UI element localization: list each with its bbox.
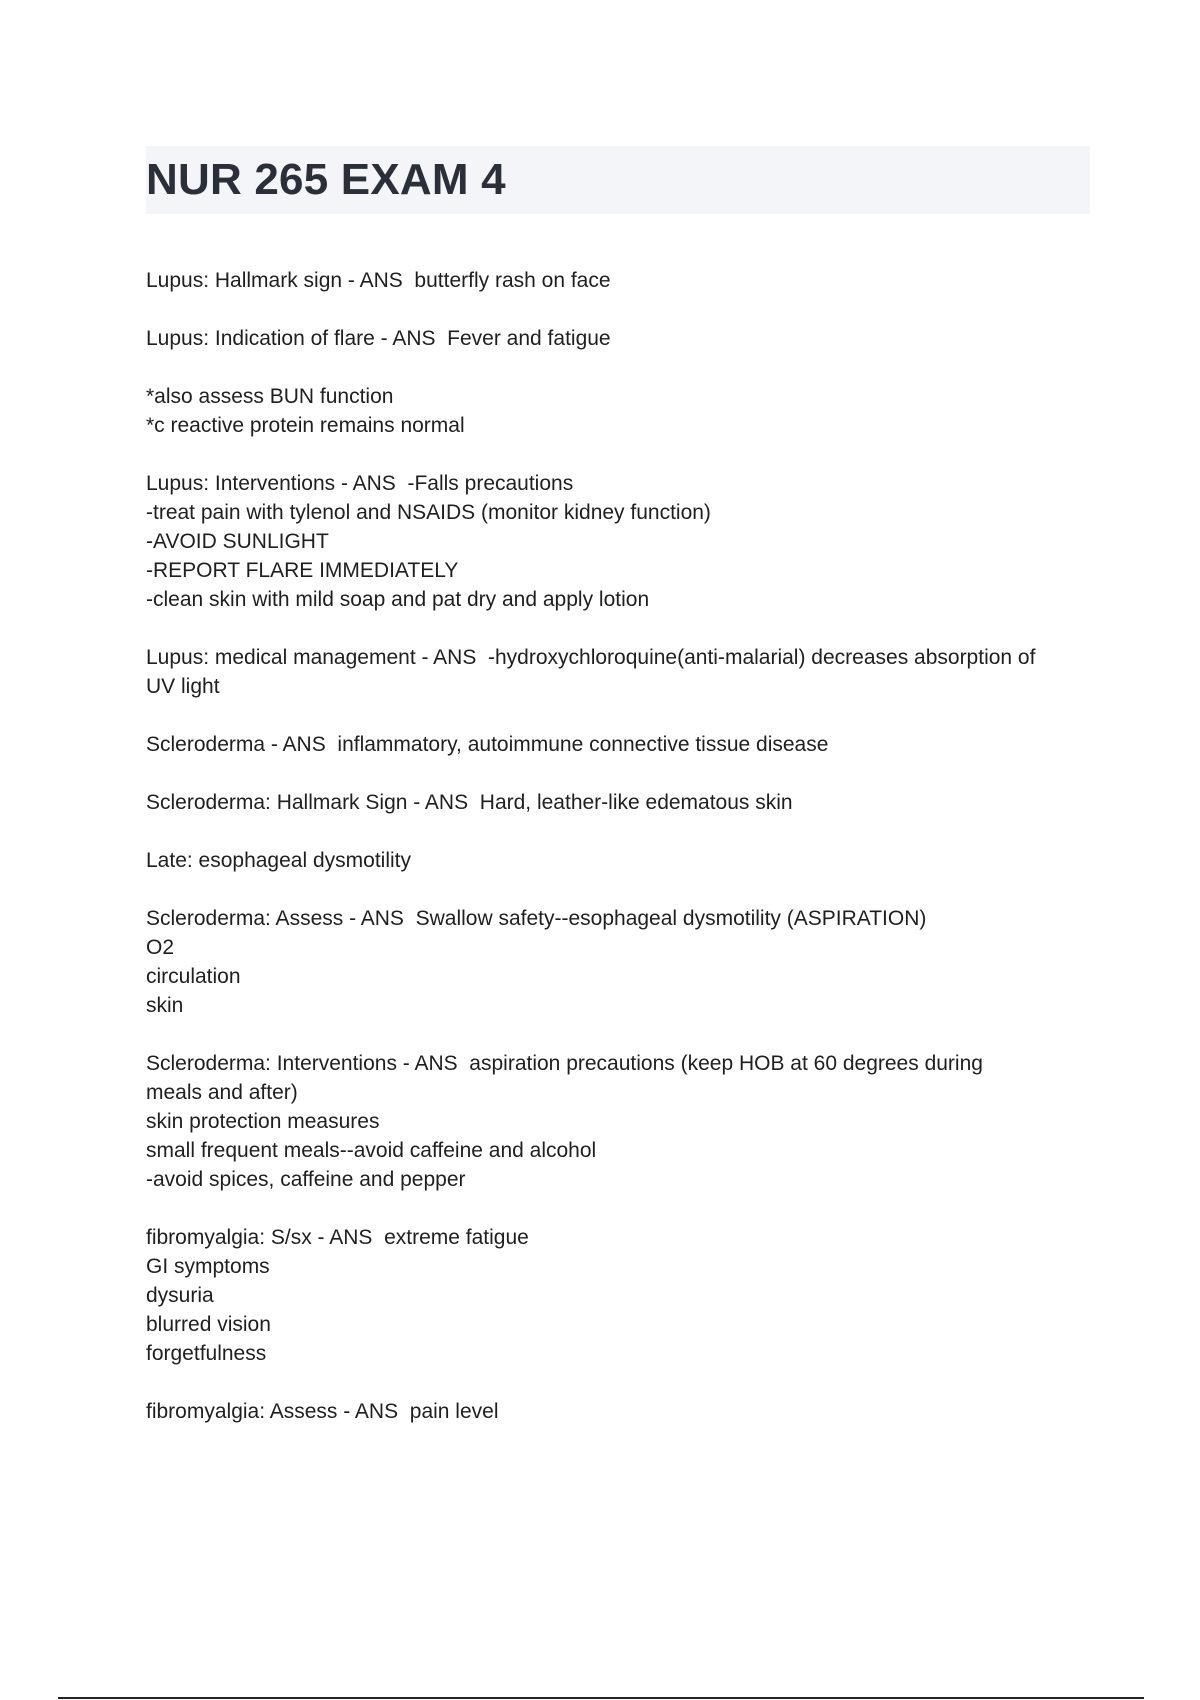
note-line: Lupus: Indication of flare - ANS Fever and fatigue	[146, 327, 611, 350]
note-line: -REPORT FLARE IMMEDIATELY	[146, 559, 459, 582]
note-line: meals and after)	[146, 1081, 298, 1104]
note-line: *also assess BUN function	[146, 385, 394, 408]
note-line: Lupus: Interventions - ANS -Falls precautions	[146, 472, 574, 495]
note-block	[146, 846, 1106, 875]
title-banner	[146, 146, 1090, 214]
note-block	[146, 469, 1106, 614]
note-line: circulation	[146, 965, 241, 988]
note-line: -avoid spices, caffeine and pepper	[146, 1168, 466, 1191]
note-line: Scleroderma: Hallmark Sign - ANS Hard, leather-like edematous skin	[146, 791, 793, 814]
note-line: -clean skin with mild soap and pat dry and apply lotion	[146, 588, 650, 611]
note-line: Scleroderma - ANS inflammatory, autoimmune connective tissue disease	[146, 733, 829, 756]
document-body	[146, 266, 1106, 1455]
note-line: Lupus: Hallmark sign - ANS butterfly rash on face	[146, 269, 611, 292]
note-line: UV light	[146, 675, 220, 698]
note-line: -treat pain with tylenol and NSAIDS (monitor kidney function)	[146, 501, 711, 524]
note-line: dysuria	[146, 1284, 214, 1307]
note-block	[146, 266, 1106, 295]
note-line: Lupus: medical management - ANS -hydroxychloroquine(anti-malarial) decreases absorption of	[146, 646, 1036, 669]
note-block	[146, 643, 1106, 701]
note-line: fibromyalgia: Assess - ANS pain level	[146, 1400, 499, 1423]
note-line: -AVOID SUNLIGHT	[146, 530, 329, 553]
note-line: small frequent meals--avoid caffeine and alcohol	[146, 1139, 597, 1162]
note-line: Late: esophageal dysmotility	[146, 849, 411, 872]
note-block	[146, 788, 1106, 817]
note-line: skin protection measures	[146, 1110, 380, 1133]
note-block	[146, 1223, 1106, 1368]
note-block	[146, 730, 1106, 759]
note-line: skin	[146, 994, 184, 1017]
note-line: blurred vision	[146, 1313, 271, 1336]
note-block	[146, 1397, 1106, 1426]
note-line: Scleroderma: Assess - ANS Swallow safety--esophageal dysmotility (ASPIRATION)	[146, 907, 927, 930]
document-title: NUR 265 EXAM 4	[146, 155, 506, 204]
note-block	[146, 324, 1106, 353]
note-line: forgetfulness	[146, 1342, 267, 1365]
note-line: O2	[146, 936, 175, 959]
note-line: GI symptoms	[146, 1255, 270, 1278]
note-line: fibromyalgia: S/sx - ANS extreme fatigue	[146, 1226, 529, 1249]
note-line: *c reactive protein remains normal	[146, 414, 465, 437]
note-block	[146, 904, 1106, 1020]
note-block	[146, 382, 1106, 440]
note-line: Scleroderma: Interventions - ANS aspiration precautions (keep HOB at 60 degrees during	[146, 1052, 983, 1075]
note-block	[146, 1049, 1106, 1194]
footer-divider	[58, 1697, 1144, 1699]
